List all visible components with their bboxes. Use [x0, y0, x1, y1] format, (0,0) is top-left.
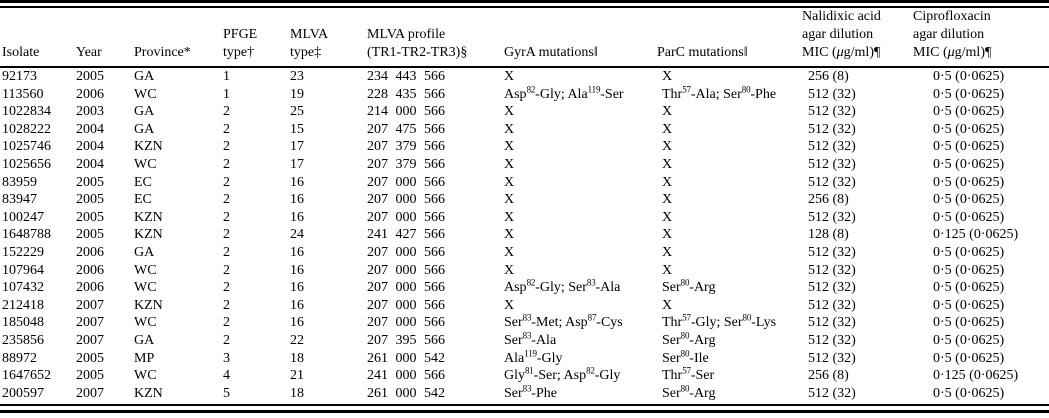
cell-nalidixic-mic: 512 (32)	[808, 332, 856, 348]
cell-mlva-profile: 241 427 566	[367, 227, 445, 243]
cell-gyra-mutations: Gly$^{81}$-Ser; Asp$^{82}$-Gly	[504, 365, 621, 384]
cell-isolate: 212418	[2, 297, 44, 313]
table-row	[0, 103, 1049, 121]
header-row	[0, 8, 1049, 67]
cell-pfge-type: 2	[223, 297, 230, 313]
cell-mlva-profile: 214 000 566	[367, 104, 445, 120]
cell-nalidixic-mic: 512 (32)	[808, 86, 856, 102]
cell-gyra-mutations: X	[504, 192, 515, 208]
cell-parc-mutations: X	[662, 262, 673, 278]
cell-mlva-profile: 207 475 566	[367, 121, 445, 137]
cell-year: 2007	[76, 332, 104, 348]
table-row	[0, 226, 1049, 244]
cell-parc-mutations: Ser$^{80}$-Arg	[662, 277, 716, 296]
cell-ciprofloxacin-mic: 0·5 (0·0625)	[933, 192, 1005, 208]
cell-parc-mutations: X	[662, 174, 673, 190]
cell-mlva-profile: 207 000 566	[367, 174, 445, 190]
cell-pfge-type: 2	[223, 192, 230, 208]
cell-ciprofloxacin-mic: 0·5 (0·0625)	[933, 174, 1005, 190]
cell-gyra-mutations: X	[504, 262, 515, 278]
cell-mlva-type: 25	[290, 104, 304, 120]
cell-mlva-type: 17	[290, 156, 304, 172]
cell-year: 2004	[76, 121, 104, 137]
cell-nalidixic-mic: 256 (8)	[808, 69, 849, 84]
cell-isolate: 107432	[2, 280, 44, 296]
cell-gyra-mutations: X	[504, 227, 515, 243]
cell-gyra-mutations: Ser$^{83}$-Met; Asp$^{87}$-Cys	[504, 312, 623, 331]
cell-pfge-type: 2	[223, 139, 230, 155]
cell-province: WC	[134, 368, 157, 384]
cell-pfge-type: 3	[223, 350, 230, 366]
cell-mlva-profile: 207 379 566	[367, 156, 445, 172]
cell-province: GA	[134, 69, 155, 84]
cell-nalidixic-mic: 256 (8)	[808, 368, 849, 384]
col-header-mlva-type: MLVA type‡	[288, 8, 365, 67]
cell-gyra-mutations: X	[504, 104, 515, 120]
isolates-table	[0, 8, 1049, 402]
cell-gyra-mutations: X	[504, 209, 515, 225]
cell-isolate: 1028222	[2, 121, 51, 137]
cell-mlva-profile: 207 000 566	[367, 244, 445, 260]
cell-isolate: 88972	[2, 350, 37, 366]
cell-parc-mutations: Ser$^{80}$-Arg	[662, 383, 716, 401]
cell-gyra-mutations: Asp$^{82}$-Gly; Ala$^{119}$-Ser	[504, 83, 624, 102]
cell-nalidixic-mic: 512 (32)	[808, 121, 856, 137]
cell-parc-mutations: X	[662, 156, 673, 172]
cell-nalidixic-mic: 128 (8)	[808, 227, 849, 243]
cell-nalidixic-mic: 512 (32)	[808, 139, 856, 155]
cell-ciprofloxacin-mic: 0·5 (0·0625)	[933, 315, 1005, 331]
cell-province: WC	[134, 315, 157, 331]
table-row	[0, 191, 1049, 209]
cell-isolate: 185048	[2, 315, 44, 331]
table-row	[0, 67, 1049, 86]
cell-mlva-profile: 241 000 566	[367, 368, 445, 384]
cell-province: EC	[134, 192, 152, 208]
cell-mlva-profile: 261 000 542	[367, 385, 445, 401]
cell-province: KZN	[134, 385, 163, 401]
cell-mlva-type: 16	[290, 174, 304, 190]
cell-year: 2006	[76, 262, 104, 278]
cell-province: WC	[134, 280, 157, 296]
cell-mlva-type: 18	[290, 350, 304, 366]
cell-pfge-type: 2	[223, 174, 230, 190]
cell-year: 2006	[76, 86, 104, 102]
cell-mlva-profile: 207 000 566	[367, 209, 445, 225]
cell-pfge-type: 2	[223, 280, 230, 296]
cell-nalidixic-mic: 512 (32)	[808, 244, 856, 260]
cell-nalidixic-mic: 512 (32)	[808, 174, 856, 190]
cell-year: 2005	[76, 368, 104, 384]
cell-province: KZN	[134, 139, 163, 155]
cell-parc-mutations: Ser$^{80}$-Ile	[662, 347, 709, 366]
cell-pfge-type: 5	[223, 385, 230, 401]
table-row	[0, 262, 1049, 280]
cell-mlva-profile: 207 000 566	[367, 262, 445, 278]
table-row	[0, 209, 1049, 227]
cell-nalidixic-mic: 512 (32)	[808, 315, 856, 331]
cell-nalidixic-mic: 512 (32)	[808, 156, 856, 172]
cell-province: GA	[134, 332, 155, 348]
cell-parc-mutations: Thr$^{57}$-Ser	[662, 365, 715, 384]
cell-parc-mutations: X	[662, 244, 673, 260]
cell-mlva-profile: 207 000 566	[367, 297, 445, 313]
cell-nalidixic-mic: 512 (32)	[808, 209, 856, 225]
cell-isolate: 92173	[2, 69, 37, 84]
cell-parc-mutations: Ser$^{80}$-Arg	[662, 330, 716, 348]
cell-gyra-mutations: X	[504, 174, 515, 190]
cell-year: 2005	[76, 209, 104, 225]
cell-isolate: 1025656	[2, 156, 51, 172]
cell-gyra-mutations: Asp$^{82}$-Gly; Ser$^{83}$-Ala	[504, 277, 621, 296]
cell-ciprofloxacin-mic: 0·5 (0·0625)	[933, 139, 1005, 155]
cell-ciprofloxacin-mic: 0·5 (0·0625)	[933, 121, 1005, 137]
cell-mlva-type: 17	[290, 139, 304, 155]
cell-year: 2005	[76, 350, 104, 366]
cell-isolate: 1022834	[2, 104, 51, 120]
cell-mlva-type: 16	[290, 192, 304, 208]
cell-ciprofloxacin-mic: 0·125 (0·0625)	[933, 368, 1019, 384]
cell-ciprofloxacin-mic: 0·125 (0·0625)	[933, 227, 1019, 243]
cell-ciprofloxacin-mic: 0·5 (0·0625)	[933, 86, 1005, 102]
cell-mlva-type: 16	[290, 244, 304, 260]
col-header-province: Province*	[132, 8, 221, 67]
cell-parc-mutations: X	[662, 297, 673, 313]
cell-year: 2005	[76, 69, 104, 84]
cell-ciprofloxacin-mic: 0·5 (0·0625)	[933, 332, 1005, 348]
cell-nalidixic-mic: 512 (32)	[808, 385, 856, 401]
cell-isolate: 83947	[2, 192, 37, 208]
cell-mlva-type: 16	[290, 262, 304, 278]
cell-ciprofloxacin-mic: 0·5 (0·0625)	[933, 244, 1005, 260]
cell-parc-mutations: X	[662, 104, 673, 120]
cell-parc-mutations: Thr$^{57}$-Gly; Ser$^{80}$-Lys	[662, 312, 777, 331]
cell-mlva-profile: 207 000 566	[367, 192, 445, 208]
cell-mlva-type: 22	[290, 332, 304, 348]
cell-pfge-type: 1	[223, 69, 230, 84]
cell-mlva-profile: 261 000 542	[367, 350, 445, 366]
cell-province: WC	[134, 86, 157, 102]
cell-mlva-profile: 234 443 566	[367, 69, 445, 84]
cell-nalidixic-mic: 512 (32)	[808, 262, 856, 278]
cell-parc-mutations: X	[662, 139, 673, 155]
cell-ciprofloxacin-mic: 0·5 (0·0625)	[933, 69, 1005, 84]
cell-nalidixic-mic: 512 (32)	[808, 297, 856, 313]
cell-mlva-profile: 207 395 566	[367, 332, 445, 348]
cell-province: WC	[134, 156, 157, 172]
cell-parc-mutations: X	[662, 121, 673, 137]
col-header-pfge-type: PFGE type†	[221, 8, 288, 67]
cell-year: 2007	[76, 385, 104, 401]
cell-isolate: 235856	[2, 332, 44, 348]
table-row	[0, 86, 1049, 104]
col-header-isolate: Isolate	[0, 8, 74, 67]
cell-gyra-mutations: X	[504, 69, 515, 84]
cell-province: WC	[134, 262, 157, 278]
cell-province: GA	[134, 104, 155, 120]
table-header	[0, 8, 1049, 67]
cell-province: GA	[134, 244, 155, 260]
cell-year: 2005	[76, 174, 104, 190]
cell-year: 2003	[76, 104, 104, 120]
cell-year: 2006	[76, 244, 104, 260]
cell-pfge-type: 2	[223, 104, 230, 120]
cell-ciprofloxacin-mic: 0·5 (0·0625)	[933, 350, 1005, 366]
cell-ciprofloxacin-mic: 0·5 (0·0625)	[933, 104, 1005, 120]
table-row	[0, 156, 1049, 174]
cell-year: 2004	[76, 156, 104, 172]
cell-ciprofloxacin-mic: 0·5 (0·0625)	[933, 297, 1005, 313]
cell-gyra-mutations: X	[504, 121, 515, 137]
col-header-gyra-mutations: GyrA mutations‖	[502, 8, 655, 67]
cell-pfge-type: 1	[223, 86, 230, 102]
cell-nalidixic-mic: 512 (32)	[808, 104, 856, 120]
cell-isolate: 1648788	[2, 227, 51, 243]
cell-parc-mutations: X	[662, 69, 673, 84]
cell-mlva-type: 15	[290, 121, 304, 137]
cell-province: KZN	[134, 209, 163, 225]
cell-mlva-type: 19	[290, 86, 304, 102]
cell-mlva-profile: 228 435 566	[367, 86, 445, 102]
cell-isolate: 1647652	[2, 368, 51, 384]
cell-pfge-type: 2	[223, 227, 230, 243]
cell-isolate: 83959	[2, 174, 37, 190]
cell-nalidixic-mic: 512 (32)	[808, 280, 856, 296]
cell-ciprofloxacin-mic: 0·5 (0·0625)	[933, 262, 1005, 278]
cell-ciprofloxacin-mic: 0·5 (0·0625)	[933, 209, 1005, 225]
cell-ciprofloxacin-mic: 0·5 (0·0625)	[933, 156, 1005, 172]
cell-year: 2007	[76, 297, 104, 313]
cell-parc-mutations: X	[662, 192, 673, 208]
cell-parc-mutations: Thr$^{57}$-Ala; Ser$^{80}$-Phe	[662, 83, 777, 102]
cell-province: KZN	[134, 227, 163, 243]
cell-nalidixic-mic: 256 (8)	[808, 192, 849, 208]
cell-mlva-type: 18	[290, 385, 304, 401]
cell-mlva-type: 24	[290, 227, 304, 243]
cell-mlva-profile: 207 379 566	[367, 139, 445, 155]
cell-province: GA	[134, 121, 155, 137]
cell-gyra-mutations: X	[504, 244, 515, 260]
cell-pfge-type: 4	[223, 368, 230, 384]
cell-province: EC	[134, 174, 152, 190]
table-body	[0, 67, 1049, 402]
table-row	[0, 138, 1049, 156]
cell-isolate: 100247	[2, 209, 44, 225]
cell-isolate: 152229	[2, 244, 44, 260]
cell-gyra-mutations: X	[504, 139, 515, 155]
cell-mlva-type: 16	[290, 209, 304, 225]
table-row	[0, 385, 1049, 403]
table-row	[0, 174, 1049, 192]
col-header-ciprofloxacin-mic: Ciprofloxacin agar dilution MIC (μg/ml)¶	[911, 8, 1049, 67]
cell-year: 2005	[76, 192, 104, 208]
cell-pfge-type: 2	[223, 262, 230, 278]
cell-isolate: 200597	[2, 385, 44, 401]
cell-mlva-profile: 207 000 566	[367, 315, 445, 331]
cell-gyra-mutations: X	[504, 297, 515, 313]
col-header-mlva-profile: MLVA profile (TR1-TR2-TR3)§	[365, 8, 502, 67]
cell-mlva-type: 16	[290, 315, 304, 331]
cell-mlva-profile: 207 000 566	[367, 280, 445, 296]
cell-gyra-mutations: Ser$^{83}$-Ala	[504, 330, 557, 348]
col-header-nalidixic-mic: Nalidixic acid agar dilution MIC (μg/ml)¶	[800, 8, 911, 67]
cell-mlva-type: 21	[290, 368, 304, 384]
cell-pfge-type: 2	[223, 121, 230, 137]
table-row	[0, 244, 1049, 262]
cell-year: 2004	[76, 139, 104, 155]
cell-mlva-type: 16	[290, 280, 304, 296]
cell-ciprofloxacin-mic: 0·5 (0·0625)	[933, 280, 1005, 296]
cell-ciprofloxacin-mic: 0·5 (0·0625)	[933, 385, 1005, 401]
cell-year: 2007	[76, 315, 104, 331]
cell-pfge-type: 2	[223, 315, 230, 331]
col-header-year: Year	[74, 8, 132, 67]
table-row	[0, 121, 1049, 139]
cell-province: KZN	[134, 297, 163, 313]
cell-pfge-type: 2	[223, 244, 230, 260]
cell-province: MP	[134, 350, 155, 366]
cell-pfge-type: 2	[223, 156, 230, 172]
cell-gyra-mutations: Ser$^{83}$-Phe	[504, 383, 557, 401]
cell-nalidixic-mic: 512 (32)	[808, 350, 856, 366]
cell-isolate: 107964	[2, 262, 44, 278]
cell-year: 2005	[76, 227, 104, 243]
cell-parc-mutations: X	[662, 227, 673, 243]
cell-isolate: 1025746	[2, 139, 51, 155]
bottom-rule-outer	[0, 410, 1049, 413]
col-header-parc-mutations: ParC mutations‖	[655, 8, 800, 67]
cell-pfge-type: 2	[223, 209, 230, 225]
cell-mlva-type: 23	[290, 69, 304, 84]
cell-mlva-type: 16	[290, 297, 304, 313]
cell-parc-mutations: X	[662, 209, 673, 225]
cell-pfge-type: 2	[223, 332, 230, 348]
cell-isolate: 113560	[2, 86, 44, 102]
cell-year: 2006	[76, 280, 104, 296]
cell-gyra-mutations: X	[504, 156, 515, 172]
cell-gyra-mutations: Ala$^{119}$-Gly	[504, 347, 563, 366]
table-row	[0, 279, 1049, 297]
